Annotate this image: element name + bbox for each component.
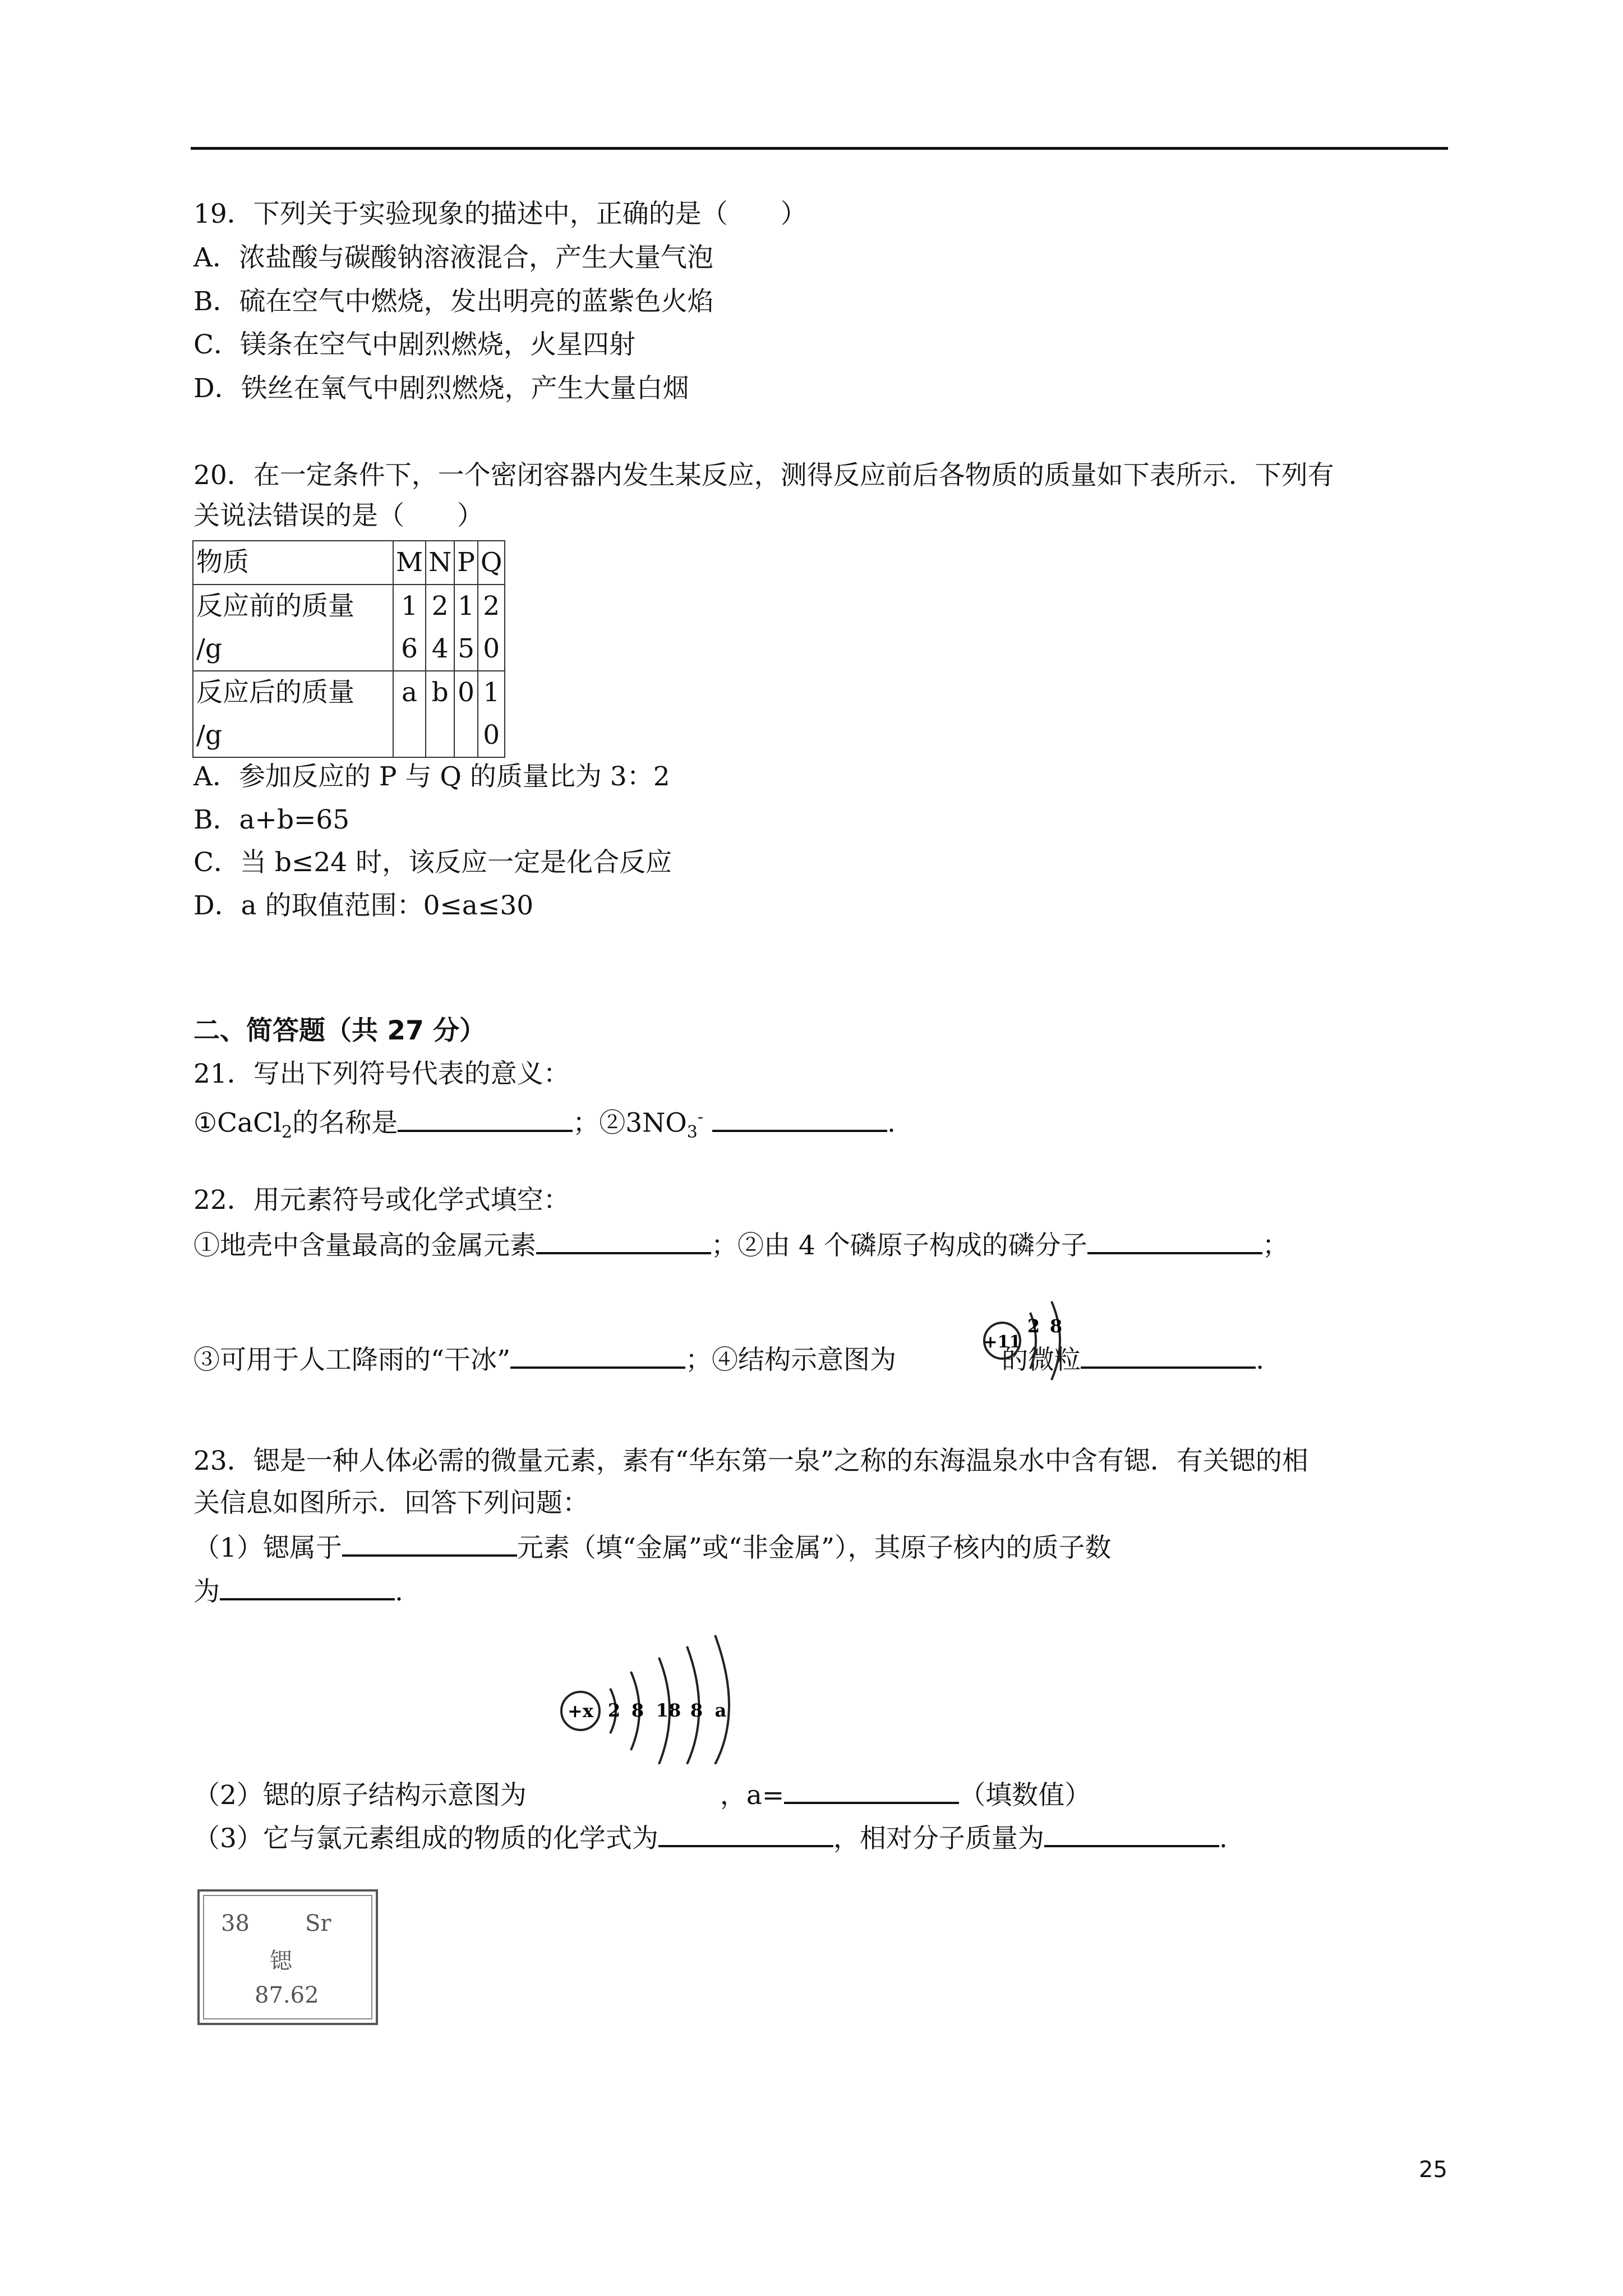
page-number: 25 bbox=[1419, 2157, 1447, 2183]
q19-option-b: B．硫在空气中燃烧，发出明亮的蓝紫色火焰 bbox=[193, 286, 714, 317]
mass-table bbox=[192, 540, 505, 758]
shell-electrons-2: 8 bbox=[631, 1700, 644, 1721]
q23-p2-c: （填数值） bbox=[959, 1780, 1091, 1811]
q20-stem-line1: 20．在一定条件下，一个密闭容器内发生某反应，测得反应前后各物质的质量如下表所示．下列有 bbox=[193, 460, 1334, 491]
q23-p3-end: . bbox=[1219, 1823, 1228, 1854]
answer-blank-q22-4[interactable] bbox=[1081, 1342, 1256, 1369]
shell-arc-2 bbox=[1049, 1301, 1063, 1380]
atomic-number: 38 bbox=[221, 1911, 250, 1936]
shell-electrons-1: 2 bbox=[607, 1700, 621, 1721]
no3-subscript: 3 bbox=[686, 1122, 698, 1143]
table-cell-after-p bbox=[454, 671, 478, 757]
answer-blank-q21-1[interactable] bbox=[398, 1105, 573, 1132]
table-cell-before-label bbox=[193, 585, 393, 671]
shell-electrons-3: 18 bbox=[656, 1700, 681, 1721]
after-q-digit2: 0 bbox=[483, 720, 500, 751]
q23-p1-line1 bbox=[193, 1530, 1112, 1565]
q23-stem-line2: 关信息如图所示．回答下列问题： bbox=[193, 1488, 589, 1519]
q20-option-c: C．当 b≤24 时，该反应一定是化合反应 bbox=[193, 847, 672, 878]
q23-p1-line2 bbox=[193, 1573, 403, 1609]
no3-superscript: - bbox=[697, 1107, 704, 1127]
table-cell-after-q bbox=[478, 671, 505, 757]
table-header-substance: 物质 bbox=[193, 541, 393, 585]
q21-sep: ；②3NO bbox=[573, 1107, 687, 1139]
mass-table-header-row bbox=[193, 541, 505, 585]
before-p-digit2: 5 bbox=[458, 633, 475, 664]
shell-electrons-1: 2 bbox=[1027, 1315, 1040, 1337]
q23-p2-b: ，a= bbox=[720, 1780, 785, 1811]
q23-p1-end: . bbox=[395, 1576, 403, 1607]
mass-table-after-row bbox=[193, 671, 505, 757]
answer-blank-q23-4[interactable] bbox=[658, 1820, 833, 1847]
before-n-digit1: 2 bbox=[431, 591, 449, 622]
answer-blank-q23-5[interactable] bbox=[1044, 1820, 1219, 1847]
q23-p3-b: ，相对分子质量为 bbox=[833, 1823, 1044, 1854]
before-label-line2: /g bbox=[196, 633, 222, 664]
q21-stem: 21．写出下列符号代表的意义： bbox=[193, 1059, 570, 1089]
q22-part2: ；②由 4 个磷原子构成的磷分子 bbox=[711, 1230, 1087, 1261]
answer-blank-q22-1[interactable] bbox=[536, 1227, 711, 1254]
after-label-line1: 反应后的质量 bbox=[196, 677, 354, 708]
q19-option-c: C．镁条在空气中剧烈燃烧，火星四射 bbox=[193, 329, 635, 360]
q23-p1-c: 为 bbox=[193, 1576, 220, 1607]
table-header-n: N bbox=[426, 541, 454, 585]
after-label-line2: /g bbox=[196, 720, 222, 751]
table-header-m: M bbox=[393, 541, 426, 585]
table-cell-before-p bbox=[454, 585, 478, 671]
q23-p3-a: （3）它与氯元素组成的物质的化学式为 bbox=[193, 1823, 658, 1854]
q22-part3: ③可用于人工降雨的“干冰” bbox=[193, 1345, 511, 1375]
q22-part1: ①地壳中含量最高的金属元素 bbox=[193, 1230, 536, 1261]
cacl2-subscript: 2 bbox=[282, 1122, 293, 1143]
q23-p2-line bbox=[193, 1777, 1091, 1812]
q21-answer-line bbox=[193, 1101, 896, 1149]
table-cell-after-m bbox=[393, 671, 426, 757]
periodic-element-card bbox=[197, 1889, 378, 2025]
after-n-value: b bbox=[431, 677, 449, 708]
q21-part1-text: 的名称是 bbox=[292, 1107, 398, 1139]
q20-stem-line2: 关说法错误的是（ ） bbox=[193, 500, 483, 531]
atomic-mass: 87.62 bbox=[255, 1982, 319, 2008]
element-name: 锶 bbox=[270, 1948, 292, 1974]
table-cell-before-m bbox=[393, 585, 426, 671]
nucleus-label: +11 bbox=[983, 1332, 1021, 1352]
q21-end: . bbox=[887, 1107, 896, 1139]
before-q-digit2: 0 bbox=[483, 633, 500, 664]
strontium-atom-structure-diagram bbox=[552, 1627, 746, 1764]
q22-part4: ；④结构示意图为 bbox=[685, 1345, 897, 1375]
shell-electrons-5: a bbox=[714, 1700, 727, 1721]
after-m-value: a bbox=[402, 677, 418, 708]
table-cell-before-q bbox=[478, 585, 505, 671]
before-label-line1: 反应前的质量 bbox=[196, 591, 354, 622]
q20-option-b: B．a+b=65 bbox=[193, 804, 350, 835]
answer-blank-q23-2[interactable] bbox=[220, 1573, 395, 1600]
nucleus-label: +x bbox=[568, 1700, 593, 1722]
q23-stem-line1: 23．锶是一种人体必需的微量元素，素有“华东第一泉”之称的东海温泉水中含有锶．有关锶的相 bbox=[193, 1446, 1308, 1476]
q23-p1-a: （1）锶属于 bbox=[193, 1533, 342, 1563]
q22-stem: 22．用元素符号或化学式填空： bbox=[193, 1185, 570, 1216]
after-p-value: 0 bbox=[458, 677, 475, 708]
answer-blank-q23-1[interactable] bbox=[342, 1530, 517, 1557]
before-m-digit1: 1 bbox=[401, 591, 418, 622]
q23-p2-a: （2）锶的原子结构示意图为 bbox=[193, 1780, 527, 1811]
section-title: 二、简答题（共 27 分） bbox=[193, 1015, 486, 1046]
q19-stem: 19．下列关于实验现象的描述中，正确的是（ ） bbox=[193, 199, 807, 229]
q20-option-a: A．参加反应的 P 与 Q 的质量比为 3：2 bbox=[193, 761, 670, 792]
q20-option-d: D．a 的取值范围：0≤a≤30 bbox=[193, 890, 534, 921]
mass-table-before-row bbox=[193, 585, 505, 671]
before-n-digit2: 4 bbox=[431, 633, 449, 664]
q19-option-a: A．浓盐酸与碳酸钠溶液混合，产生大量气泡 bbox=[193, 242, 713, 273]
q22-line2 bbox=[193, 1342, 1264, 1377]
q22-part4-post: 的微粒 bbox=[1002, 1345, 1081, 1375]
before-q-digit1: 2 bbox=[483, 591, 500, 622]
q23-p3-line bbox=[193, 1820, 1228, 1856]
element-symbol: Sr bbox=[305, 1911, 331, 1936]
q23-p1-b: 元素（填“金属”或“非金属”），其原子核内的质子数 bbox=[517, 1533, 1112, 1563]
answer-blank-q23-3[interactable] bbox=[784, 1777, 959, 1804]
answer-blank-q21-2[interactable] bbox=[712, 1105, 887, 1132]
answer-blank-q22-3[interactable] bbox=[510, 1342, 685, 1369]
table-header-p: P bbox=[454, 541, 478, 585]
table-cell-after-label bbox=[193, 671, 393, 757]
shell-electrons-4: 8 bbox=[690, 1700, 703, 1721]
answer-blank-q22-2[interactable] bbox=[1087, 1227, 1262, 1254]
q22-line1 bbox=[193, 1227, 1289, 1263]
cacl2-formula: ①CaCl bbox=[193, 1107, 282, 1139]
table-header-q: Q bbox=[478, 541, 505, 585]
before-p-digit1: 1 bbox=[458, 591, 475, 622]
table-cell-after-n bbox=[426, 671, 454, 757]
table-cell-before-n bbox=[426, 585, 454, 671]
q22-end2: . bbox=[1256, 1345, 1265, 1375]
q19-option-d: D．铁丝在氧气中剧烈燃烧，产生大量白烟 bbox=[193, 373, 689, 404]
q22-end1: ； bbox=[1262, 1230, 1289, 1261]
shell-electrons-2: 8 bbox=[1049, 1315, 1063, 1337]
sodium-ion-structure-diagram bbox=[979, 1287, 1085, 1394]
after-q-digit1: 1 bbox=[483, 677, 500, 708]
header-rule bbox=[191, 147, 1448, 150]
before-m-digit2: 6 bbox=[401, 633, 418, 664]
